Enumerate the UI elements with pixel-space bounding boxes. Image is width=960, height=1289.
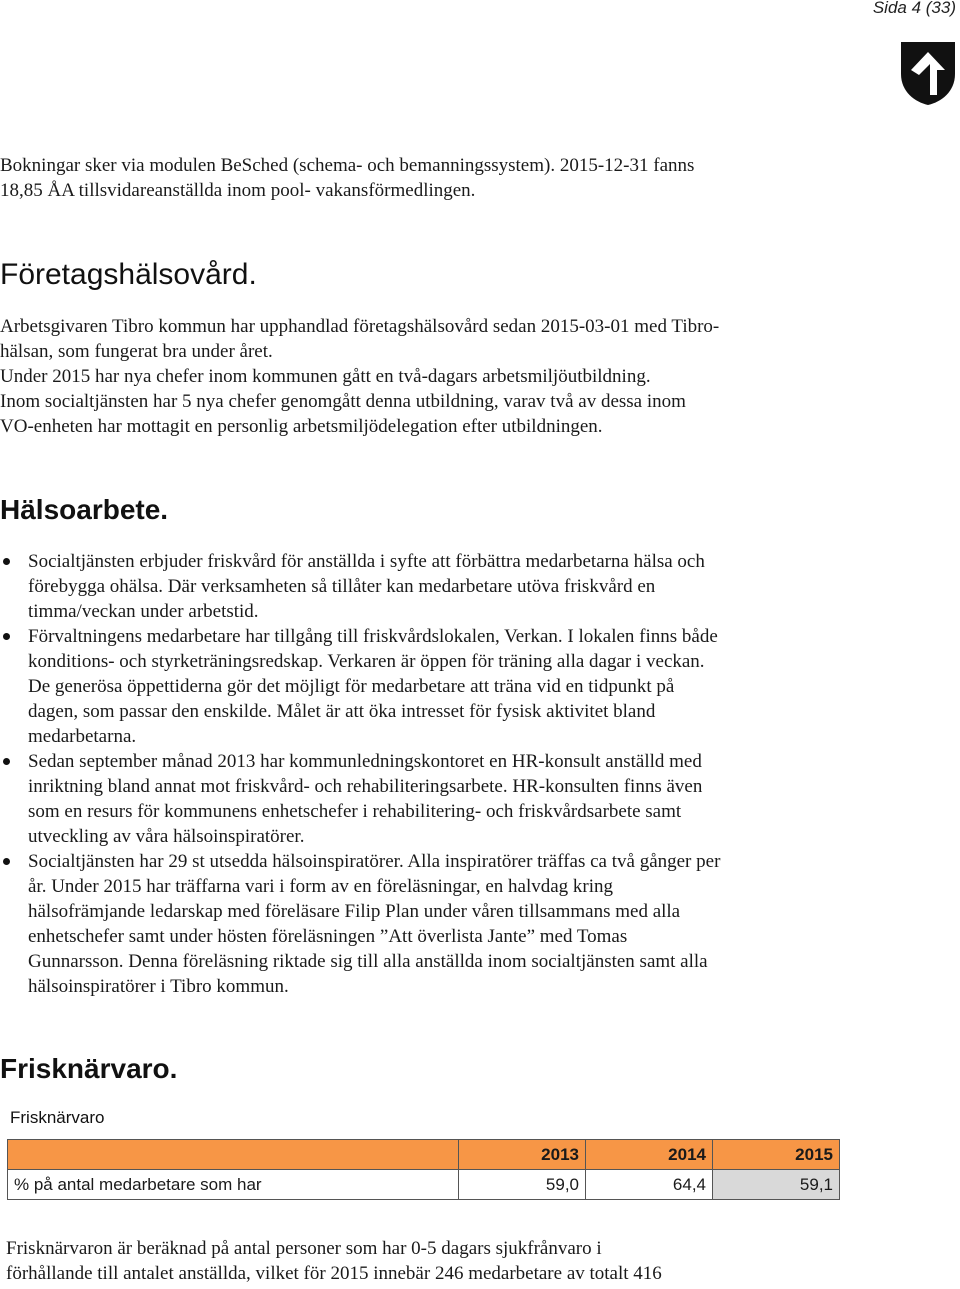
table-cell: 59,1 — [713, 1170, 840, 1200]
paragraph-line: Under 2015 har nya chefer inom kommunen gått en två-dagars arbetsmiljöutbildning. — [0, 366, 651, 387]
footer-line: Frisknärvaron är beräknad på antal personer som har 0-5 dagars sjukfrånvaro i — [6, 1238, 602, 1259]
table-title: Frisknärvaro — [10, 1108, 105, 1127]
heading-foretagshalsovard: Företagshälsovård. — [0, 258, 257, 291]
paragraph-line: Arbetsgivaren Tibro kommun har upphandlad företagshälsovård sedan 2015-03-01 med Tibro- — [0, 316, 720, 337]
paragraph-line: Inom socialtjänsten har 5 nya chefer genomgått denna utbildning, varav två av dessa inom — [0, 391, 686, 412]
list-line: medarbetarna. — [28, 726, 137, 747]
table-cell: 64,4 — [586, 1170, 713, 1200]
heading-halsoarbete: Hälsoarbete. — [0, 494, 169, 525]
list-line: hälsofrämjande ledarskap med föreläsare Filip Plan under våren tillsammans med alla — [28, 901, 681, 922]
frisknarvaro-footer — [6, 1236, 662, 1286]
bullet-icon — [3, 633, 10, 640]
intro-line: Bokningar sker via modulen BeSched (schema- och bemanningssystem). 2015-12-31 fanns — [0, 155, 695, 176]
bullet-icon — [3, 758, 10, 765]
bullet-icon — [3, 558, 10, 565]
list-item — [0, 624, 720, 749]
intro-paragraph — [0, 153, 694, 203]
list-line: hälsoinspiratörer i Tibro kommun. — [28, 976, 289, 997]
list-line: utveckling av våra hälsoinspiratörer. — [28, 826, 305, 847]
table-row — [8, 1170, 840, 1200]
table-header-cell: 2013 — [459, 1140, 586, 1170]
list-line: Socialtjänsten har 29 st utsedda hälsoinspiratörer. Alla inspiratörer träffas ca två gånger per — [28, 851, 721, 872]
list-line: enhetschefer samt under hösten föreläsningen ”Att överlista Jante” med Tomas — [28, 926, 628, 947]
bullet-icon — [3, 858, 10, 865]
list-line: Socialtjänsten erbjuder friskvård för anställda i syfte att förbättra medarbetarna hälsa och — [28, 551, 705, 572]
list-line: konditions- och styrketräningsredskap. Verkaren är öppen för träning alla dagar i veckan. — [28, 651, 705, 672]
list-line: Gunnarsson. Denna föreläsning riktade sig till alla anställda inom socialtjänsten samt alla — [28, 951, 708, 972]
list-item — [0, 749, 720, 849]
list-item — [0, 849, 720, 999]
table-header-cell: 2015 — [713, 1140, 840, 1170]
list-line: förebygga ohälsa. Där verksamheten så tillåter kan medarbetare utöva friskvård en — [28, 576, 656, 597]
halsoarbete-list — [0, 549, 720, 999]
foretagshalsovard-paragraph — [0, 314, 719, 439]
table-header-cell — [8, 1140, 459, 1170]
list-line: dagen, som passar den enskilde. Målet är att öka intresset för fysisk aktivitet bland — [28, 701, 656, 722]
list-item — [0, 549, 720, 624]
list-line: inriktning bland annat mot friskvård- och rehabiliteringsarbete. HR-konsulten finns även — [28, 776, 703, 797]
municipality-logo-icon — [899, 40, 957, 106]
paragraph-line: hälsan, som fungerat bra under året. — [0, 341, 273, 362]
list-line: De generösa öppettiderna gör det möjligt för medarbetare att träna vid en tidpunkt på — [28, 676, 675, 697]
table-row-label: % på antal medarbetare som har — [8, 1170, 459, 1200]
list-line: år. Under 2015 har träffarna vari i form av en föreläsningar, en halvdag kring — [28, 876, 614, 897]
footer-line: förhållande till antalet anställda, vilket för 2015 innebär 246 medarbetare av totalt 416 — [6, 1263, 662, 1284]
list-line: Förvaltningens medarbetare har tillgång till friskvårdslokalen, Verkan. I lokalen finns både — [28, 626, 718, 647]
table-header-cell: 2014 — [586, 1140, 713, 1170]
table-header-row — [8, 1140, 840, 1170]
frisknarvaro-table — [7, 1139, 840, 1200]
list-line: timma/veckan under arbetstid. — [28, 601, 259, 622]
paragraph-line: VO-enheten har mottagit en personlig arbetsmiljödelegation efter utbildningen. — [0, 416, 603, 437]
page-number: Sida 4 (33) — [872, 0, 956, 17]
list-line: Sedan september månad 2013 har kommunledningskontoret en HR-konsult anställd med — [28, 751, 702, 772]
heading-frisknarvaro: Frisknärvaro. — [0, 1053, 178, 1084]
intro-line: 18,85 ÅA tillsvidareanställda inom pool- vakansförmedlingen. — [0, 180, 476, 201]
list-line: som en resurs för kommunens enhetschefer i rehabilitering- och friskvårdsarbete samt — [28, 801, 682, 822]
table-cell: 59,0 — [459, 1170, 586, 1200]
